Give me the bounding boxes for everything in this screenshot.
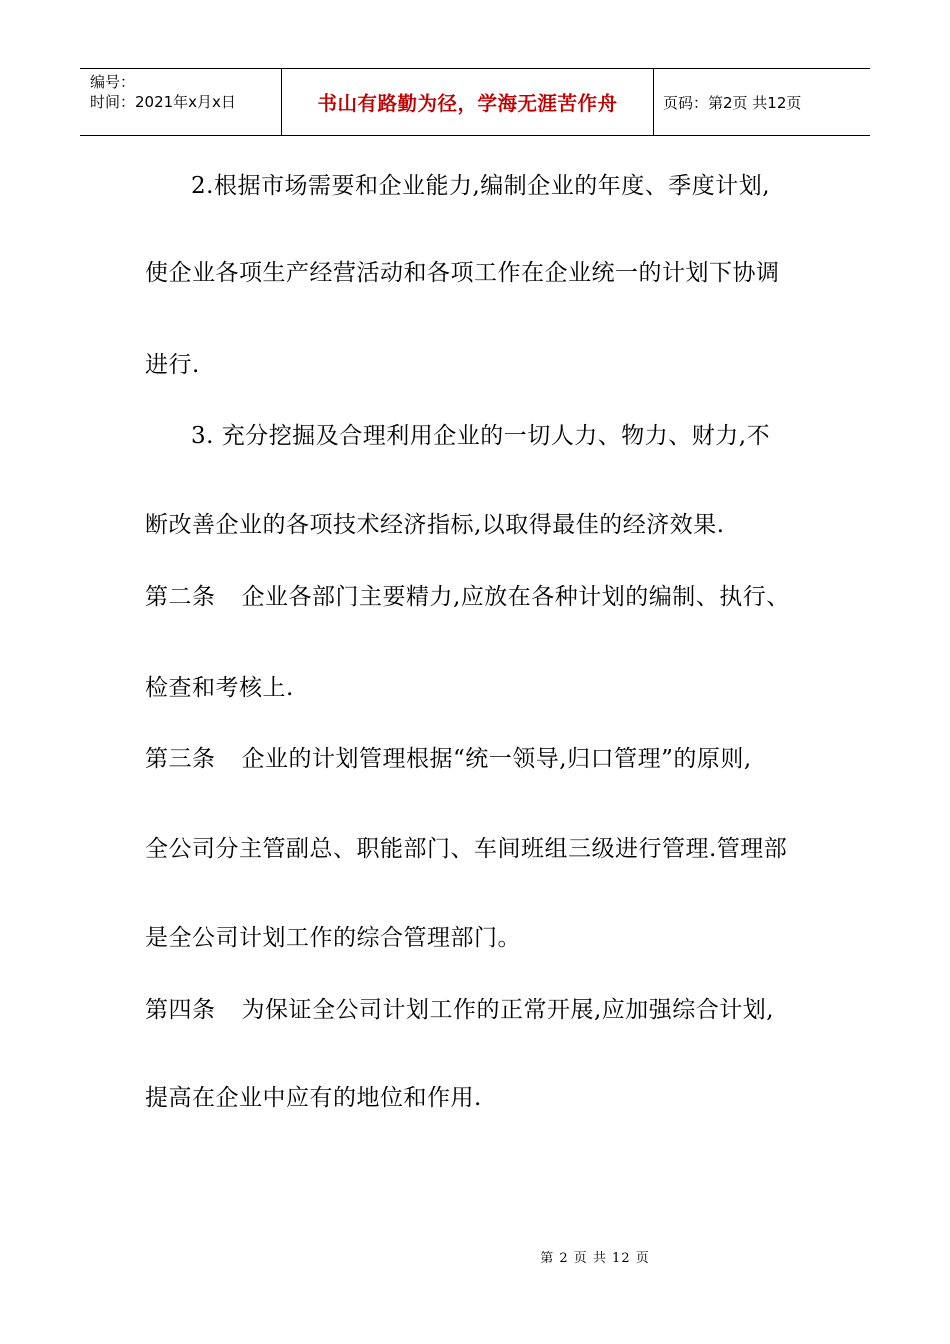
article-paragraph — [145, 582, 790, 612]
body-line: 是全公司计划工作的综合管理部门。 — [145, 925, 521, 951]
page-footer: 第 2 页 共 12 页 — [540, 1251, 650, 1266]
document-number-label: 编号： — [90, 73, 136, 91]
article-number: 第三条 — [145, 746, 216, 772]
header-page-indicator: 页码：第2页 共12页 — [663, 93, 802, 112]
article-text: 企业各部门主要精力,应放在各种计划的编制、执行、 — [241, 584, 790, 610]
article-text: 企业的计划管理根据“统一领导,归口管理”的原则, — [241, 746, 752, 772]
body-line: 全公司分主管副总、职能部门、车间班组三级进行管理.管理部 — [145, 836, 788, 862]
document-date-label: 时间：2021年x月x日 — [90, 93, 236, 111]
body-line: 使企业各项生产经营活动和各项工作在企业统一的计划下协调 — [145, 260, 780, 286]
header-meta — [80, 69, 281, 135]
body-line: 断改善企业的各项技术经济指标,以取得最佳的经济效果. — [145, 512, 725, 538]
article-paragraph — [145, 744, 752, 774]
body-line: 进行. — [145, 352, 200, 378]
body-line: 2.根据市场需要和企业能力,编制企业的年度、季度计划, — [191, 173, 771, 199]
body-line: 检查和考核上. — [145, 675, 294, 701]
document-header — [80, 68, 870, 136]
article-text: 为保证全公司计划工作的正常开展,应加强综合计划, — [241, 997, 775, 1023]
article-number: 第四条 — [145, 997, 216, 1023]
article-number: 第二条 — [145, 584, 216, 610]
body-line: 提高在企业中应有的地位和作用. — [145, 1085, 482, 1111]
header-motto: 书山有路勤为径，学海无涯苦作舟 — [281, 69, 654, 135]
body-line: 3. 充分挖掘及合理利用企业的一切人力、物力、财力,不 — [191, 423, 771, 449]
article-paragraph — [145, 995, 774, 1025]
